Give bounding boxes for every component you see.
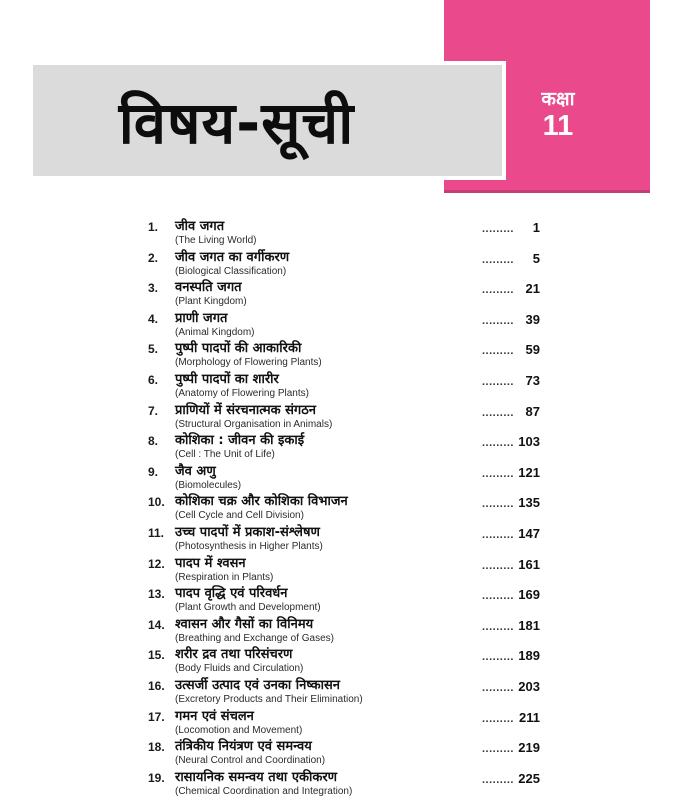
toc-item xyxy=(148,709,540,737)
item-number: 11. xyxy=(148,525,165,540)
item-title-english: (Photosynthesis in Higher Plants) xyxy=(175,540,323,552)
item-titles xyxy=(175,617,482,645)
item-titles xyxy=(175,647,482,675)
item-title-english: (Respiration in Plants) xyxy=(175,571,274,583)
leader-dots: ......... xyxy=(481,375,514,388)
item-page xyxy=(482,280,540,298)
item-titles xyxy=(175,494,482,522)
item-title-english: (Morphology of Flowering Plants) xyxy=(175,357,322,369)
page-title: विषय-सूची xyxy=(118,89,355,157)
leader-dots: ......... xyxy=(481,498,514,511)
page-number: 203 xyxy=(518,678,540,694)
item-page xyxy=(482,525,540,543)
item-number: 9. xyxy=(148,464,159,479)
item-title-hindi: प्राणी जगत xyxy=(175,310,228,326)
item-title-hindi: श्वासन और गैसों का विनिमय xyxy=(175,616,314,632)
item-title-english: (Biomolecules) xyxy=(175,479,242,491)
page-number: 121 xyxy=(518,464,540,480)
item-number: 2. xyxy=(148,250,159,265)
item-titles xyxy=(175,586,482,614)
item-title-english: (Neural Control and Coordination) xyxy=(175,755,326,767)
item-title-english: (Breathing and Exchange of Gases) xyxy=(175,632,334,644)
page-number: 1 xyxy=(532,220,540,235)
item-title-english: (Chemical Coordination and Integration) xyxy=(175,785,353,797)
item-page xyxy=(482,770,540,788)
class-label-block xyxy=(502,88,614,141)
item-title-hindi: जीव जगत xyxy=(175,219,225,234)
page-number: 103 xyxy=(518,434,540,450)
item-title-english: (Cell : The Unit of Life) xyxy=(175,449,275,461)
item-title-english: (Cell Cycle and Cell Division) xyxy=(175,510,304,522)
item-titles xyxy=(175,372,482,400)
toc-item xyxy=(148,739,540,767)
item-page xyxy=(482,372,540,390)
page-number: 135 xyxy=(518,495,540,511)
item-title-hindi: जीव जगत का वर्गीकरण xyxy=(175,249,290,265)
item-title-english: (Structural Organisation in Animals) xyxy=(175,418,333,430)
item-titles xyxy=(175,678,482,706)
item-page xyxy=(482,709,540,727)
item-page xyxy=(482,647,540,665)
toc-item xyxy=(148,647,540,675)
item-titles xyxy=(175,525,482,553)
toc-item xyxy=(148,678,540,706)
leader-dots: ......... xyxy=(481,743,514,756)
item-title-hindi: गमन एवं संचलन xyxy=(175,708,254,724)
item-titles xyxy=(175,739,482,767)
page-number: 225 xyxy=(518,770,540,786)
item-title-english: (Plant Growth and Development) xyxy=(175,602,321,614)
item-titles xyxy=(175,403,482,431)
item-page xyxy=(482,556,540,574)
leader-dots: ......... xyxy=(481,406,514,419)
item-titles xyxy=(175,280,482,308)
toc-item xyxy=(148,617,540,645)
item-title-hindi: रासायनिक समन्वय तथा एकीकरण xyxy=(175,769,338,785)
item-number: 15. xyxy=(148,648,165,663)
item-page xyxy=(482,311,540,329)
leader-dots: ......... xyxy=(481,284,514,297)
item-number: 3. xyxy=(148,281,159,296)
item-title-english: (Excretory Products and Their Elimination) xyxy=(175,693,363,705)
page-number: 161 xyxy=(518,556,540,572)
item-title-hindi: कोशिका चक्र और कोशिका विभाजन xyxy=(175,494,348,510)
item-title-english: (Locomotion and Movement) xyxy=(175,724,303,736)
item-title-hindi: उत्सर्जी उत्पाद एवं उनका निष्कासन xyxy=(175,677,341,693)
leader-dots: ......... xyxy=(481,253,514,266)
item-titles xyxy=(175,219,482,247)
item-title-hindi: कोशिका : जीवन की इकाई xyxy=(175,433,305,449)
leader-dots: ......... xyxy=(481,712,514,725)
item-title-hindi: शरीर द्रव तथा परिसंचरण xyxy=(175,647,293,663)
item-titles xyxy=(175,341,482,369)
item-titles xyxy=(175,250,482,278)
page-number: 181 xyxy=(518,617,540,633)
page-number: 219 xyxy=(518,740,540,756)
page-number: 39 xyxy=(525,311,540,327)
item-page xyxy=(482,678,540,696)
page-number: 147 xyxy=(518,525,540,541)
item-title-hindi: वनस्पति जगत xyxy=(175,280,242,296)
item-title-hindi: पुष्पी पादपों का शारीर xyxy=(175,371,279,387)
item-number: 5. xyxy=(148,342,159,357)
class-label: कक्षा xyxy=(541,88,575,110)
page-number: 211 xyxy=(519,709,540,725)
item-page xyxy=(482,739,540,757)
item-title-hindi: जैव अणु xyxy=(175,463,216,479)
item-page xyxy=(482,494,540,512)
item-title-english: (The Living World) xyxy=(175,235,257,246)
toc-item xyxy=(148,586,540,614)
item-number: 17. xyxy=(148,709,165,724)
item-title-hindi: उच्च पादपों में प्रकाश-संश्लेषण xyxy=(175,524,320,540)
toc-item xyxy=(148,494,540,522)
item-title-english: (Anatomy of Flowering Plants) xyxy=(175,387,309,399)
item-title-english: (Biological Classification) xyxy=(175,265,287,277)
leader-dots: ......... xyxy=(481,314,514,327)
leader-dots: ......... xyxy=(481,590,514,603)
item-title-hindi: प्राणियों में संरचनात्मक संगठन xyxy=(175,402,317,418)
page-number: 21 xyxy=(525,281,540,297)
item-title-english: (Plant Kingdom) xyxy=(175,296,247,308)
item-number: 7. xyxy=(148,403,159,418)
item-page xyxy=(482,250,540,268)
toc-item xyxy=(148,525,540,553)
item-titles xyxy=(175,709,482,737)
leader-dots: ......... xyxy=(481,467,514,480)
item-number: 12. xyxy=(148,556,165,571)
toc-item xyxy=(148,250,540,278)
page-number: 189 xyxy=(518,648,540,664)
leader-dots: ......... xyxy=(481,437,514,450)
item-number: 6. xyxy=(148,372,159,387)
item-title-hindi: पुष्पी पादपों की आकारिकी xyxy=(175,341,302,357)
page-number: 73 xyxy=(525,372,540,388)
item-page xyxy=(482,341,540,359)
item-number: 16. xyxy=(148,678,165,693)
toc-item xyxy=(148,280,540,308)
toc-item xyxy=(148,341,540,369)
title-box xyxy=(33,65,502,176)
toc-item xyxy=(148,770,540,798)
item-titles xyxy=(175,311,482,339)
item-title-hindi: पादप वृद्धि एवं परिवर्धन xyxy=(175,586,288,602)
item-titles xyxy=(175,433,482,461)
toc-item xyxy=(148,403,540,431)
item-page xyxy=(482,586,540,604)
toc-item xyxy=(148,372,540,400)
item-title-hindi: पादप में श्वसन xyxy=(175,555,246,571)
leader-dots: ......... xyxy=(481,620,514,633)
class-number: 11 xyxy=(542,109,574,142)
item-number: 18. xyxy=(148,740,165,755)
leader-dots: ......... xyxy=(481,681,514,694)
page-number: 169 xyxy=(518,587,540,603)
item-number: 1. xyxy=(148,220,159,234)
leader-dots: ......... xyxy=(481,651,514,664)
item-titles xyxy=(175,464,482,492)
item-title-english: (Animal Kingdom) xyxy=(175,326,255,338)
toc-item xyxy=(148,464,540,492)
toc-item xyxy=(148,311,540,339)
toc-item xyxy=(148,556,540,584)
item-number: 4. xyxy=(148,311,159,326)
item-title-hindi: तंत्रिकीय नियंत्रण एवं समन्वय xyxy=(175,739,312,755)
page-number: 5 xyxy=(532,250,540,266)
item-number: 10. xyxy=(148,495,165,510)
item-number: 19. xyxy=(148,770,165,785)
page-number: 87 xyxy=(525,403,540,419)
leader-dots: ......... xyxy=(481,559,514,572)
item-number: 14. xyxy=(148,617,165,632)
item-page xyxy=(482,464,540,482)
leader-dots: ......... xyxy=(481,528,514,541)
item-number: 8. xyxy=(148,434,159,449)
toc-item xyxy=(148,219,540,247)
item-page xyxy=(482,403,540,421)
item-number: 13. xyxy=(148,587,165,602)
toc-item xyxy=(148,433,540,461)
page-number: 59 xyxy=(525,342,540,358)
toc-list xyxy=(148,219,540,800)
item-titles xyxy=(175,556,482,584)
item-page xyxy=(482,617,540,635)
leader-dots: ......... xyxy=(481,223,514,235)
item-page xyxy=(482,219,540,237)
leader-dots: ......... xyxy=(481,345,514,358)
leader-dots: ......... xyxy=(481,773,514,786)
item-title-english: (Body Fluids and Circulation) xyxy=(175,663,304,675)
item-page xyxy=(482,433,540,451)
item-titles xyxy=(175,770,482,798)
